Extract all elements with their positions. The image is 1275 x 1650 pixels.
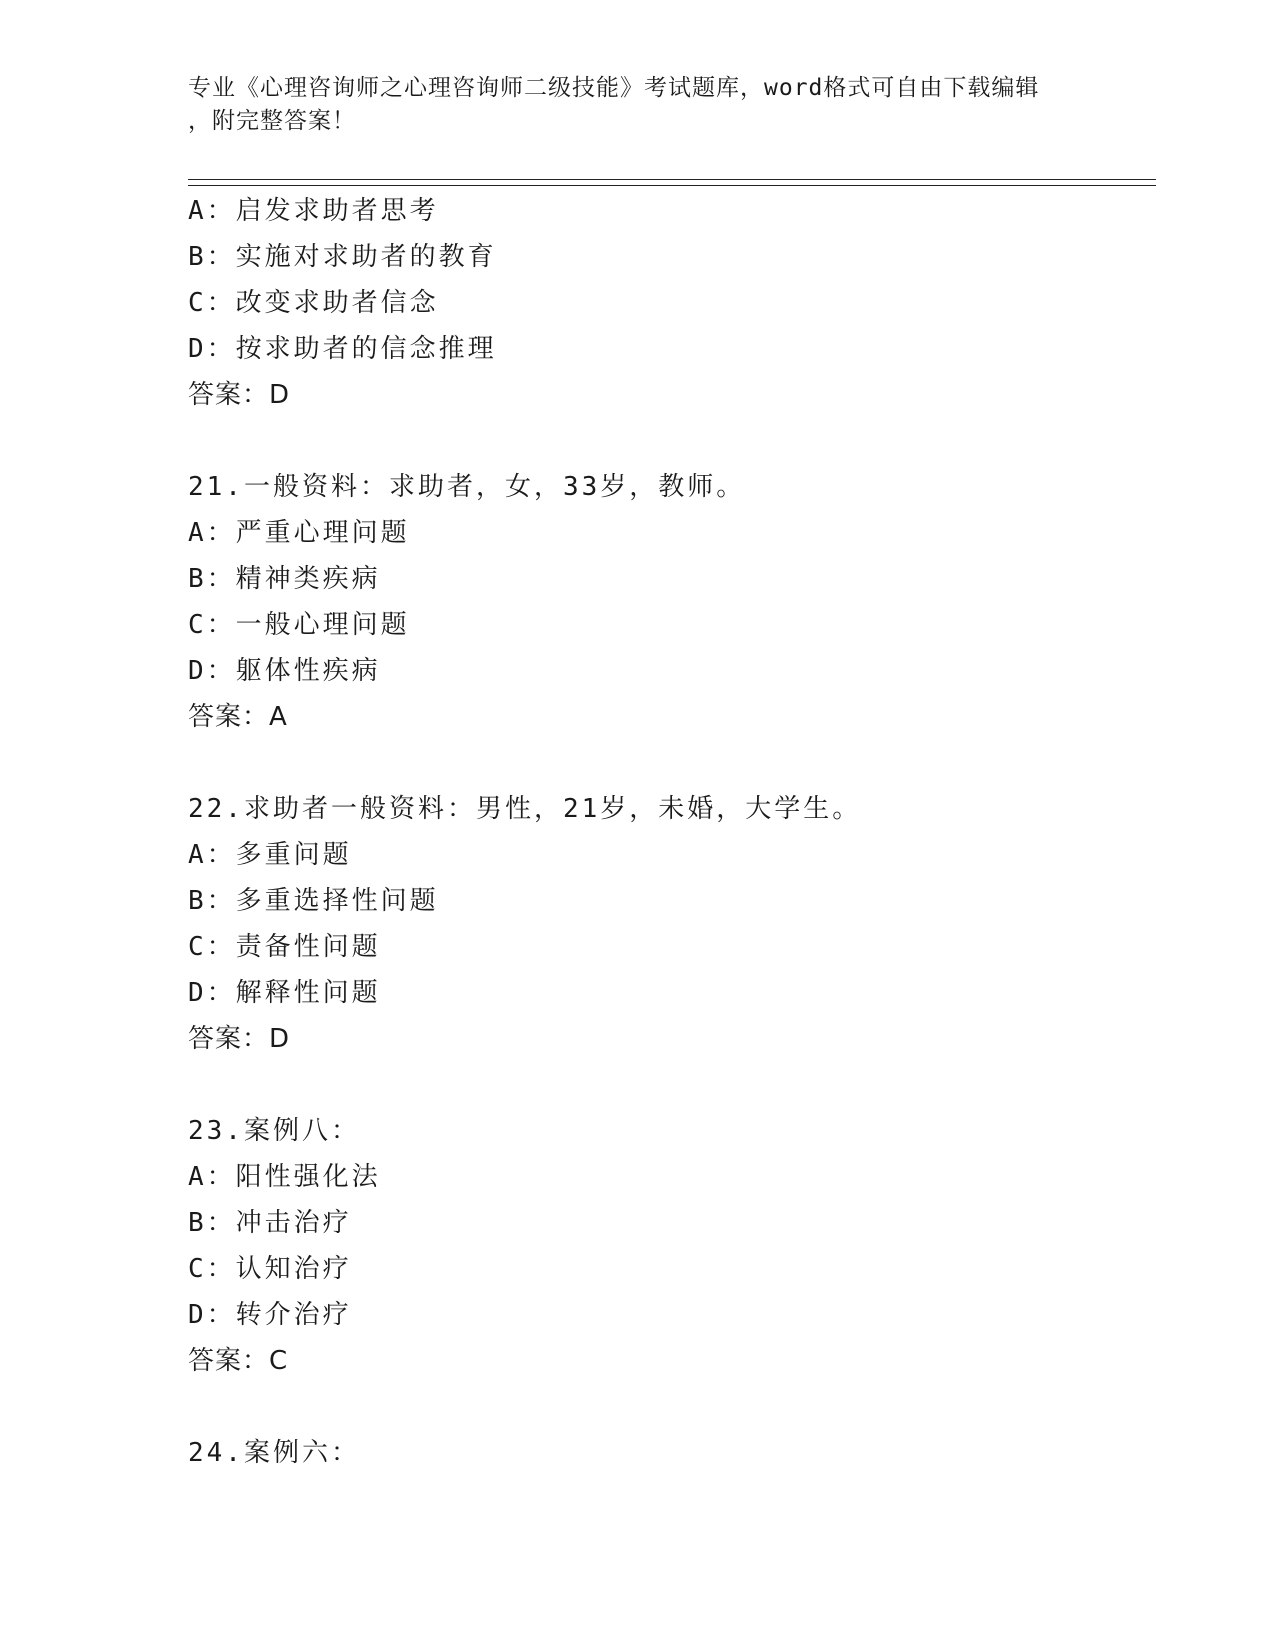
option-c: C：责备性问题 <box>188 932 381 962</box>
option-d: D：解释性问题 <box>188 978 381 1008</box>
question-block-partial <box>188 188 1148 418</box>
answer-line: 答案：D <box>188 380 291 410</box>
option-a: A：严重心理问题 <box>188 518 410 548</box>
spacer <box>188 740 1148 786</box>
header-line-2: ，附完整答案！ <box>188 108 356 134</box>
option-a: A：启发求助者思考 <box>188 196 439 226</box>
question-block-22 <box>188 786 1148 1062</box>
option-c: C：一般心理问题 <box>188 610 410 640</box>
option-b: B：多重选择性问题 <box>188 886 439 916</box>
option-d: D：按求助者的信念推理 <box>188 334 497 364</box>
option-a: A：阳性强化法 <box>188 1162 381 1192</box>
answer-line: 答案：A <box>188 702 288 732</box>
option-b: B：实施对求助者的教育 <box>188 242 497 272</box>
question-stem: 21.一般资料：求助者，女，33岁，教师。 <box>188 472 746 502</box>
question-block-21 <box>188 464 1148 740</box>
option-c: C：改变求助者信念 <box>188 288 439 318</box>
question-stem: 22.求助者一般资料：男性，21岁，未婚，大学生。 <box>188 794 862 824</box>
option-c: C：认知治疗 <box>188 1254 352 1284</box>
option-d: D：躯体性疾病 <box>188 656 381 686</box>
spacer <box>188 418 1148 464</box>
header-double-rule <box>188 179 1156 186</box>
spacer <box>188 1384 1148 1430</box>
spacer <box>188 1062 1148 1108</box>
header-line-1: 专业《心理咨询师之心理咨询师二级技能》考试题库，word格式可自由下载编辑 <box>188 75 1040 101</box>
option-d: D：转介治疗 <box>188 1300 352 1330</box>
question-stem: 23.案例八： <box>188 1116 360 1146</box>
answer-line: 答案：C <box>188 1346 289 1376</box>
option-b: B：冲击治疗 <box>188 1208 352 1238</box>
question-stem: 24.案例六： <box>188 1438 360 1468</box>
document-header <box>188 72 1088 138</box>
question-block-23 <box>188 1108 1148 1384</box>
question-list <box>188 188 1148 1476</box>
option-a: A：多重问题 <box>188 840 352 870</box>
question-block-24 <box>188 1430 1148 1476</box>
answer-line: 答案：D <box>188 1024 291 1054</box>
option-b: B：精神类疾病 <box>188 564 381 594</box>
